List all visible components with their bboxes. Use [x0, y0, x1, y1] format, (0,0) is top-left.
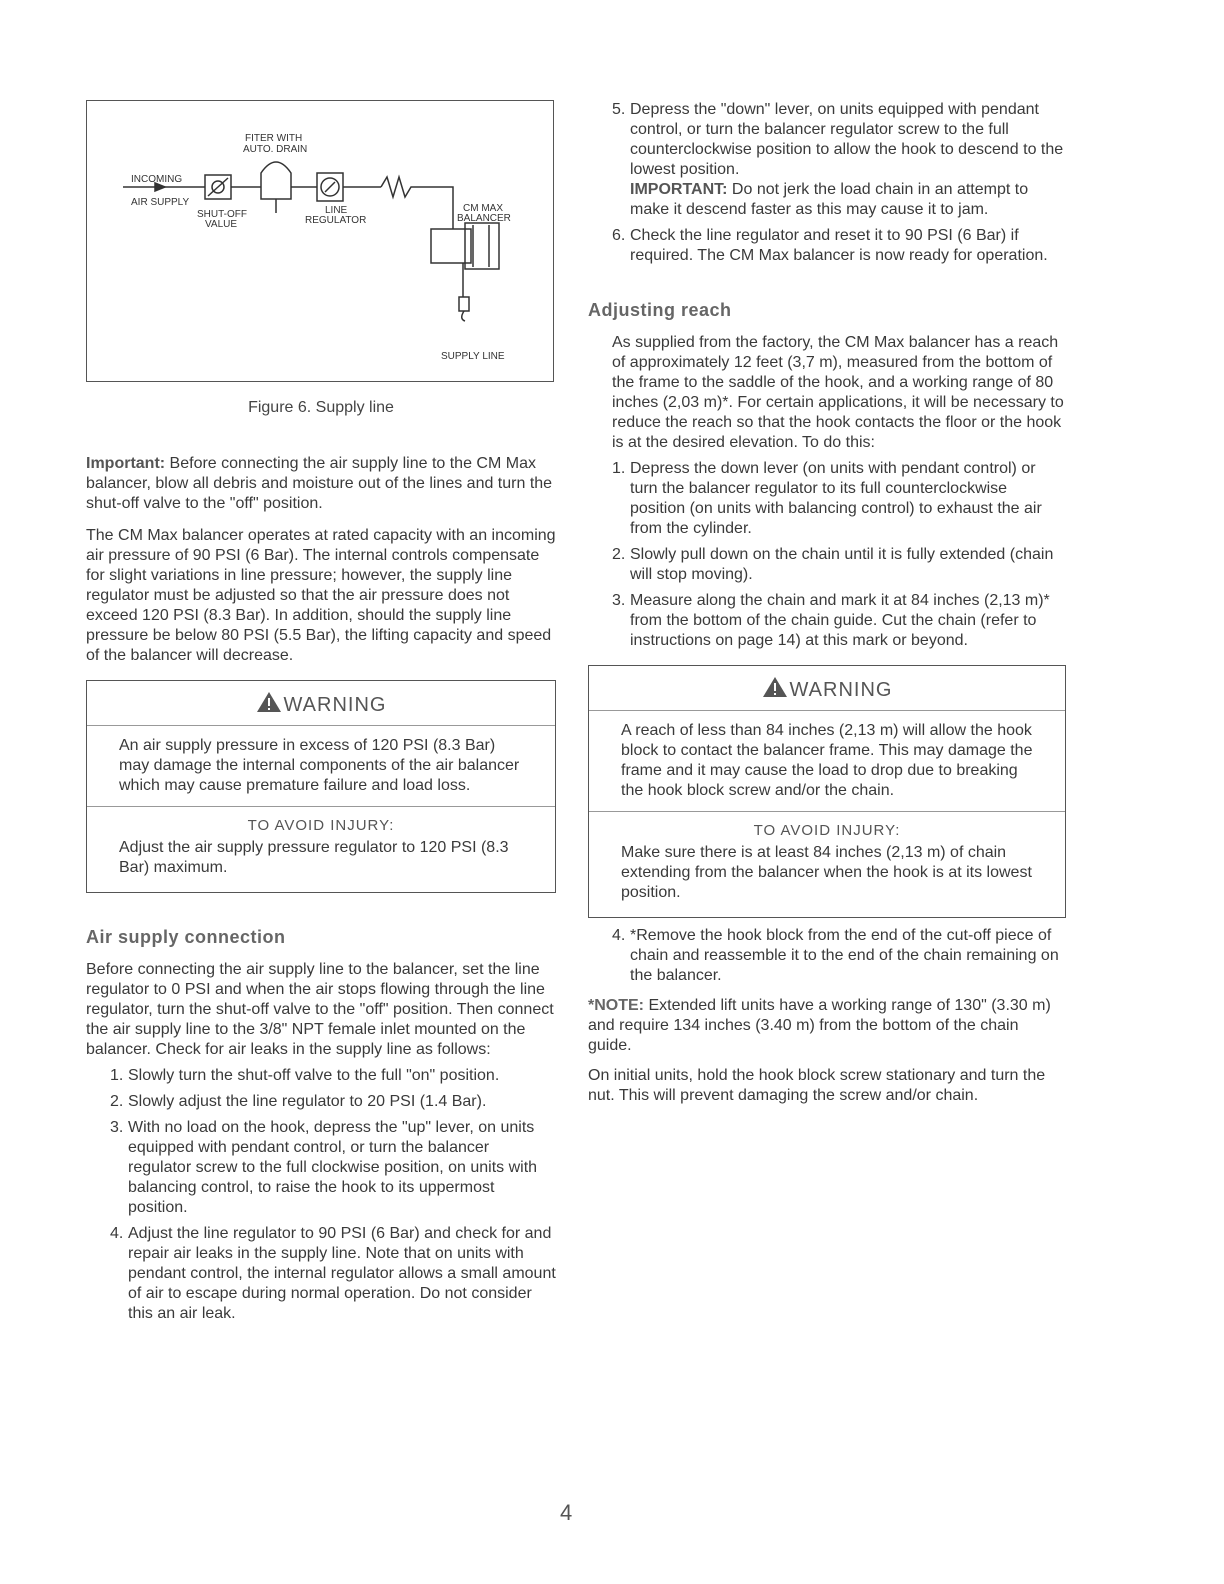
- step-text: Slowly turn the shut-off valve to the full "on" position.: [128, 1067, 500, 1084]
- reach-steps-continued: [588, 926, 1066, 986]
- label-air-supply: AIR SUPPLY: [131, 197, 190, 208]
- list-item: [588, 459, 1066, 539]
- label-value: VALUE: [205, 219, 238, 230]
- list-item: [588, 100, 1066, 220]
- label-supply-line: SUPPLY LINE: [441, 351, 505, 362]
- avoid-injury-body: [87, 834, 555, 892]
- list-item: [588, 226, 1066, 266]
- step-number: 3.: [612, 592, 626, 609]
- step-number: 2.: [110, 1093, 124, 1110]
- list-item: [86, 1224, 556, 1324]
- label-incoming: INCOMING: [131, 174, 183, 185]
- warning-header: [87, 681, 555, 726]
- figure-caption: Figure 6. Supply line: [248, 399, 394, 416]
- avoid-injury-text: Make sure there is at least 84 inches (2,13 m) of chain extending from the balancer when the hook is at its lowest position.: [621, 844, 1032, 901]
- note-label: *NOTE:: [588, 997, 644, 1014]
- important-text: Do not jerk the load chain in an attempt to make it descend faster as this may cause it to jam.: [630, 181, 1029, 218]
- list-item: [86, 1118, 556, 1218]
- important-paragraph: [86, 454, 556, 514]
- air-supply-intro: Before connecting the air supply line to the balancer, set the line regulator to 0 PSI and when the air stops flowing through the line regulator, turn the shut-off valve to the "off" position. Then connect the air supply line to the 3/8" NPT female inlet mounted on the balancer. Check for air leaks in the supply line as follows:: [86, 961, 554, 1058]
- air-supply-heading: Air supply connection: [86, 927, 286, 947]
- hose: [381, 177, 453, 221]
- label-shutoff: SHUT-OFF: [197, 209, 247, 220]
- warning-box-reach: [588, 665, 1066, 918]
- avoid-injury-title: TO AVOID INJURY:: [753, 822, 901, 839]
- page-number: 4: [560, 1500, 573, 1525]
- note-paragraph: [588, 996, 1066, 1056]
- hook: [462, 311, 465, 321]
- label-cm-max: CM MAX: [463, 203, 503, 214]
- warning-box-pressure: [86, 680, 556, 893]
- list-item: [86, 1066, 556, 1086]
- important-label: IMPORTANT:: [630, 181, 728, 198]
- final-paragraph: On initial units, hold the hook block screw stationary and turn the nut. This will prevent damaging the screw and/or chain.: [588, 1067, 1046, 1104]
- left-column: [86, 100, 556, 1324]
- warning-title: WARNING: [789, 678, 893, 701]
- step-number: 3.: [110, 1119, 124, 1136]
- step-text: *Remove the hook block from the end of the cut-off piece of chain and reassemble it to the end of the chain remaining on the balancer.: [630, 927, 1059, 984]
- label-line: LINE: [325, 205, 348, 216]
- step-number: 1.: [612, 460, 626, 477]
- adjusting-reach-heading: Adjusting reach: [588, 300, 732, 320]
- step-text: With no load on the hook, depress the "up" lever, on units equipped with pendant control, or turn the balancer regulator screw to the full clockwise position, on units with balancing control, to raise the hook to its uppermost position.: [128, 1119, 538, 1216]
- list-item: [588, 926, 1066, 986]
- step-number: 6.: [612, 227, 626, 244]
- warning-header: [589, 666, 1065, 711]
- avoid-injury-title: TO AVOID INJURY:: [247, 817, 395, 834]
- diagram-svg: [87, 101, 553, 381]
- warning-triangle-icon: [762, 676, 788, 704]
- air-supply-steps: [86, 1066, 556, 1324]
- step-number: 1.: [110, 1067, 124, 1084]
- avoid-injury-text: Adjust the air supply pressure regulator to 120 PSI (8.3 Bar) maximum.: [119, 839, 509, 876]
- balancer-frame: [465, 223, 499, 269]
- step-number: 2.: [612, 546, 626, 563]
- warning-body-text: A reach of less than 84 inches (2,13 m) will allow the hook block to contact the balancer frame. This may damage the frame and it may cause the load to drop due to breaking the hook block screw and/or the chain.: [621, 722, 1033, 799]
- step-text: Slowly adjust the line regulator to 20 PSI (1.4 Bar).: [128, 1093, 487, 1110]
- label-filter2: AUTO. DRAIN: [243, 144, 308, 155]
- step-text: Depress the "down" lever, on units equipped with pendant control, or turn the balancer regulator screw to the full counterclockwise position to allow the hook to descend to the lowest position.: [630, 101, 1064, 178]
- pressure-paragraph: The CM Max balancer operates at rated capacity with an incoming air pressure of 90 PSI (6 Bar). The internal controls compensate for slight variations in line pressure; however, the supply line regulator must be adjusted so that the air pressure does not exceed 120 PSI (8.3 Bar). In addition, should the supply line pressure be below 80 PSI (5.5 Bar), the lifting capacity and speed of the balancer will decrease.: [86, 527, 556, 664]
- important-label: Important:: [86, 455, 166, 472]
- warning-body: [87, 726, 555, 807]
- supply-line-diagram: [86, 100, 554, 382]
- step-text: Check the line regulator and reset it to 90 PSI (6 Bar) if required. The CM Max balancer is now ready for operation.: [630, 227, 1048, 264]
- list-item: [588, 545, 1066, 585]
- note-text: Extended lift units have a working range of 130" (3.30 m) and require 134 inches (3.40 m) from the bottom of the chain guide.: [588, 997, 1051, 1054]
- step-number: 4.: [110, 1225, 124, 1242]
- list-item: [86, 1092, 556, 1112]
- label-filter: FITER WITH: [245, 133, 303, 144]
- step-text: Measure along the chain and mark it at 84 inches (2,13 m)* from the bottom of the chain guide. Cut the chain (refer to instructions on page 14) at this mark or beyond.: [630, 592, 1050, 649]
- reach-steps: [588, 459, 1066, 651]
- warning-body-text: An air supply pressure in excess of 120 PSI (8.3 Bar) may damage the internal components of the air balancer which may cause premature failure and load loss.: [119, 737, 520, 794]
- step-text: Adjust the line regulator to 90 PSI (6 Bar) and check for and repair air leaks in the supply line. Note that on units with pendant control, the internal regulator allows a small amount of air to escape during normal operation. Do not consider this an air leak.: [128, 1225, 556, 1322]
- label-regulator: REGULATOR: [305, 215, 367, 226]
- step-number: 4.: [612, 927, 626, 944]
- warning-triangle-icon: [256, 691, 282, 719]
- reach-intro: As supplied from the factory, the CM Max balancer has a reach of approximately 12 feet (3,7 m), measured from the bottom of the frame to the saddle of the hook, and a working range of 80 inches (2,03 m)*. For certain applications, it will be necessary to reduce the reach so that the hook contacts the floor or the hook is at the desired elevation. To do this:: [612, 334, 1064, 451]
- label-balancer: BALANCER: [457, 213, 511, 224]
- step-number: 5.: [612, 101, 626, 118]
- right-column: [588, 100, 1066, 1106]
- hook-block: [459, 297, 469, 311]
- air-supply-steps-continued: [588, 100, 1066, 266]
- warning-body: [589, 711, 1065, 812]
- important-text: Before connecting the air supply line to the CM Max balancer, blow all debris and moisture out of the lines and turn the shut-off valve to the "off" position.: [86, 455, 553, 512]
- filter-shape: [261, 162, 291, 199]
- avoid-injury-body: [589, 839, 1065, 917]
- step-text: Depress the down lever (on units with pendant control) or turn the balancer regulator to its full counterclockwise position (on units with balancing control) to exhaust the air from the cylinder.: [630, 460, 1042, 537]
- step-text: Slowly pull down on the chain until it is fully extended (chain will stop moving).: [630, 546, 1054, 583]
- list-item: [588, 591, 1066, 651]
- warning-title: WARNING: [283, 693, 387, 716]
